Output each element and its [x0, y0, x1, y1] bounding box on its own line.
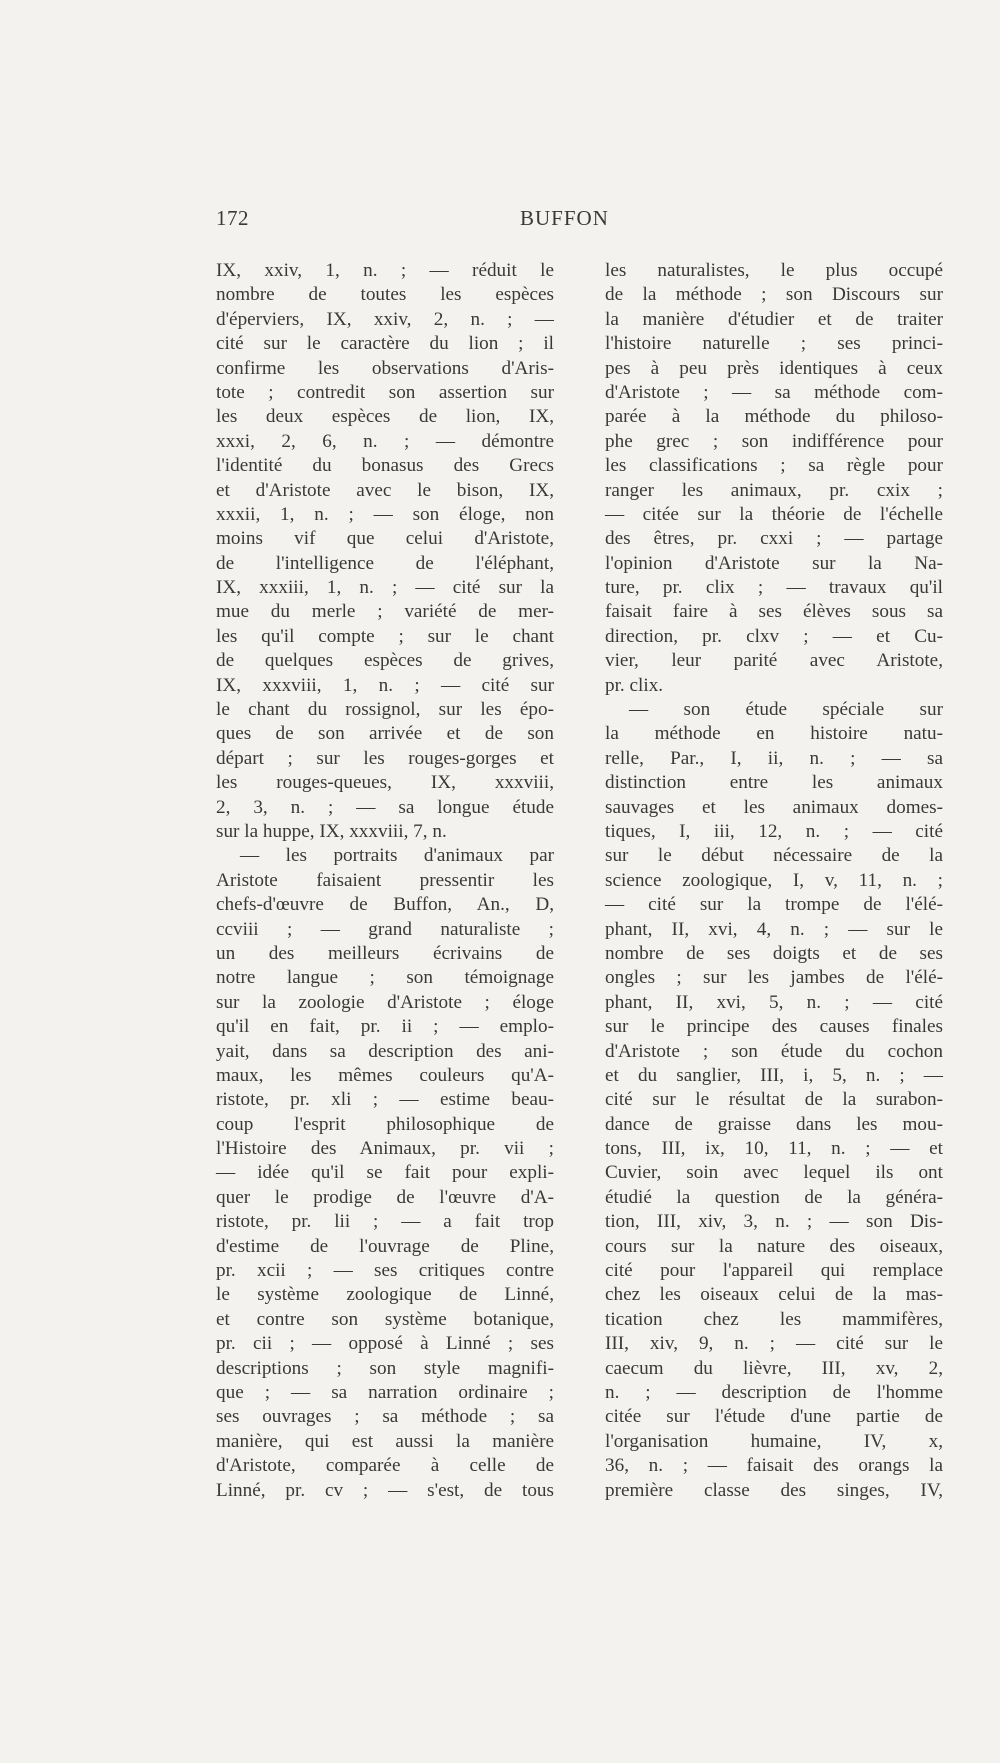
text-line: — cité sur la trompe de l'élé- — [605, 894, 943, 916]
text-line: dance de graisse dans les mou- — [605, 1113, 943, 1135]
text-line: les naturalistes, le plus occupé — [605, 260, 943, 281]
text-line: pr. xcii ; — ses critiques contre — [216, 1260, 554, 1282]
text-line: ccviii ; — grand naturaliste ; — [216, 918, 554, 940]
text-line: coup l'esprit philosophique de — [216, 1113, 554, 1135]
text-line: un des meilleurs écrivains de — [216, 942, 554, 964]
text-line: cours sur la nature des oiseaux, — [605, 1235, 943, 1257]
text-line: et d'Aristote avec le bison, IX, — [216, 479, 554, 501]
text-line: 36, n. ; — faisait des orangs la — [605, 1455, 943, 1477]
text-line: distinction entre les animaux — [605, 772, 943, 794]
text-line: les deux espèces de lion, IX, — [216, 406, 554, 428]
text-line: moins vif que celui d'Aristote, — [216, 528, 554, 550]
text-line: Aristote faisaient pressentir les — [216, 869, 554, 891]
text-line: d'Aristote ; son étude du cochon — [605, 1040, 943, 1062]
text-line: ongles ; sur les jambes de l'élé- — [605, 967, 943, 989]
text-line: tons, III, ix, 10, 11, n. ; — et — [605, 1138, 943, 1160]
text-line: d'Aristote, comparée à celle de — [216, 1455, 554, 1477]
text-line: ristote, pr. xli ; — estime beau- — [216, 1089, 554, 1111]
text-line: ques de son arrivée et de son — [216, 723, 554, 745]
text-line: ristote, pr. lii ; — a fait trop — [216, 1211, 554, 1233]
running-title: BUFFON — [520, 206, 609, 230]
text-line: relle, Par., I, ii, n. ; — sa — [605, 747, 943, 769]
text-line: ranger les animaux, pr. cxix ; — [605, 479, 943, 501]
text-line: l'organisation humaine, IV, x, — [605, 1430, 943, 1452]
text-line: chez les oiseaux celui de la mas- — [605, 1284, 943, 1306]
text-line: phe grec ; son indifférence pour — [605, 430, 943, 452]
text-line: notre langue ; son témoignage — [216, 967, 554, 989]
text-line: la manière d'étudier et de traiter — [605, 308, 943, 330]
text-line: mue du merle ; variété de mer- — [216, 601, 554, 623]
text-line: l'identité du bonasus des Grecs — [216, 455, 554, 477]
text-line: maux, les mêmes couleurs qu'A- — [216, 1064, 554, 1086]
text-line: Linné, pr. cv ; — s'est, de tous — [216, 1479, 554, 1501]
text-line: et du sanglier, III, i, 5, n. ; — — [605, 1064, 943, 1086]
text-line: 2, 3, n. ; — sa longue étude — [216, 796, 554, 818]
text-line: xxxi, 2, 6, n. ; — démontre — [216, 430, 554, 452]
text-line: la méthode en histoire natu- — [605, 723, 943, 745]
text-line: tication chez les mammifères, — [605, 1308, 943, 1330]
text-line: faisait faire à ses élèves sous sa — [605, 601, 943, 623]
text-line: l'opinion d'Aristote sur la Na- — [605, 552, 943, 574]
text-line: les classifications ; sa règle pour — [605, 455, 943, 477]
text-line: vier, leur parité avec Aristote, — [605, 650, 943, 672]
left-column — [216, 259, 554, 1503]
text-line: xxxii, 1, n. ; — son éloge, non — [216, 503, 554, 525]
text-line: le système zoologique de Linné, — [216, 1284, 554, 1306]
text-line: l'Histoire des Animaux, pr. vii ; — [216, 1138, 554, 1160]
text-line: première classe des singes, IV, — [605, 1479, 943, 1501]
text-line: sur la zoologie d'Aristote ; éloge — [216, 991, 554, 1013]
text-line: III, xiv, 9, n. ; — cité sur le — [605, 1333, 943, 1355]
text-line: manière, qui est aussi la manière — [216, 1430, 554, 1452]
text-line: n. ; — description de l'homme — [605, 1381, 943, 1403]
text-line: — citée sur la théorie de l'échelle — [605, 503, 943, 525]
text-line: d'éperviers, IX, xxiv, 2, n. ; — — [216, 308, 554, 330]
text-line: science zoologique, I, v, 11, n. ; — [605, 869, 943, 891]
text-line: caecum du lièvre, III, xv, 2, — [605, 1357, 943, 1379]
text-line: pr. cii ; — opposé à Linné ; ses — [216, 1333, 554, 1355]
text-line: pes à peu près identiques à ceux — [605, 357, 943, 379]
text-line: IX, xxxviii, 1, n. ; — cité sur — [216, 674, 554, 696]
text-line: ses ouvrages ; sa méthode ; sa — [216, 1406, 554, 1428]
text-line: d'estime de l'ouvrage de Pline, — [216, 1235, 554, 1257]
text-line: — idée qu'il se fait pour expli- — [216, 1162, 554, 1184]
text-line: d'Aristote ; — sa méthode com- — [605, 381, 943, 403]
page-number: 172 — [216, 206, 249, 230]
text-line: IX, xxxiii, 1, n. ; — cité sur la — [216, 577, 554, 599]
text-line: chefs-d'œuvre de Buffon, An., D, — [216, 894, 554, 916]
text-line: sur la huppe, IX, xxxviii, 7, n. — [216, 820, 447, 842]
text-line: citée sur l'étude d'une partie de — [605, 1406, 943, 1428]
text-line: de quelques espèces de grives, — [216, 650, 554, 672]
text-line: Cuvier, soin avec lequel ils ont — [605, 1162, 943, 1184]
page-header — [0, 206, 1000, 236]
text-line: IX, xxiv, 1, n. ; — réduit le — [216, 260, 554, 281]
text-line: — les portraits d'animaux par — [240, 845, 554, 867]
text-line: le chant du rossignol, sur les épo- — [216, 699, 554, 721]
text-line: de la méthode ; son Discours sur — [605, 284, 943, 306]
text-line: de l'intelligence de l'éléphant, — [216, 552, 554, 574]
text-line: cité sur le résultat de la surabon- — [605, 1089, 943, 1111]
text-line: ture, pr. clix ; — travaux qu'il — [605, 577, 943, 599]
text-line: parée à la méthode du philoso- — [605, 406, 943, 428]
text-line: yait, dans sa description des ani- — [216, 1040, 554, 1062]
text-line: tiques, I, iii, 12, n. ; — cité — [605, 820, 943, 842]
text-line: direction, pr. clxv ; — et Cu- — [605, 625, 943, 647]
text-line: les qu'il compte ; sur le chant — [216, 625, 554, 647]
text-line: sur le début nécessaire de la — [605, 845, 943, 867]
text-line: les rouges-queues, IX, xxxviii, — [216, 772, 554, 794]
text-line: nombre de toutes les espèces — [216, 284, 554, 306]
text-line: sauvages et les animaux domes- — [605, 796, 943, 818]
text-line: — son étude spéciale sur — [629, 699, 943, 721]
text-line: départ ; sur les rouges-gorges et — [216, 747, 554, 769]
text-line: cité pour l'appareil qui remplace — [605, 1260, 943, 1282]
text-line: qu'il en fait, pr. ii ; — emplo- — [216, 1016, 554, 1038]
text-line: l'histoire naturelle ; ses princi- — [605, 333, 943, 355]
text-line: des êtres, pr. cxxi ; — partage — [605, 528, 943, 550]
text-line: tote ; contredit son assertion sur — [216, 381, 554, 403]
text-line: tion, III, xiv, 3, n. ; — son Dis- — [605, 1211, 943, 1233]
text-line: phant, II, xvi, 4, n. ; — sur le — [605, 918, 943, 940]
text-line: cité sur le caractère du lion ; il — [216, 333, 554, 355]
text-line: pr. clix. — [605, 674, 664, 696]
text-line: que ; — sa narration ordinaire ; — [216, 1381, 554, 1403]
right-column — [605, 259, 943, 1503]
text-line: phant, II, xvi, 5, n. ; — cité — [605, 991, 943, 1013]
text-line: confirme les observations d'Aris- — [216, 357, 554, 379]
text-line: et contre son système botanique, — [216, 1308, 554, 1330]
text-line: sur le principe des causes finales — [605, 1016, 943, 1038]
text-line: descriptions ; son style magnifi- — [216, 1357, 554, 1379]
text-line: étudié la question de la généra- — [605, 1186, 943, 1208]
text-line: nombre de ses doigts et de ses — [605, 942, 943, 964]
text-line: quer le prodige de l'œuvre d'A- — [216, 1186, 554, 1208]
